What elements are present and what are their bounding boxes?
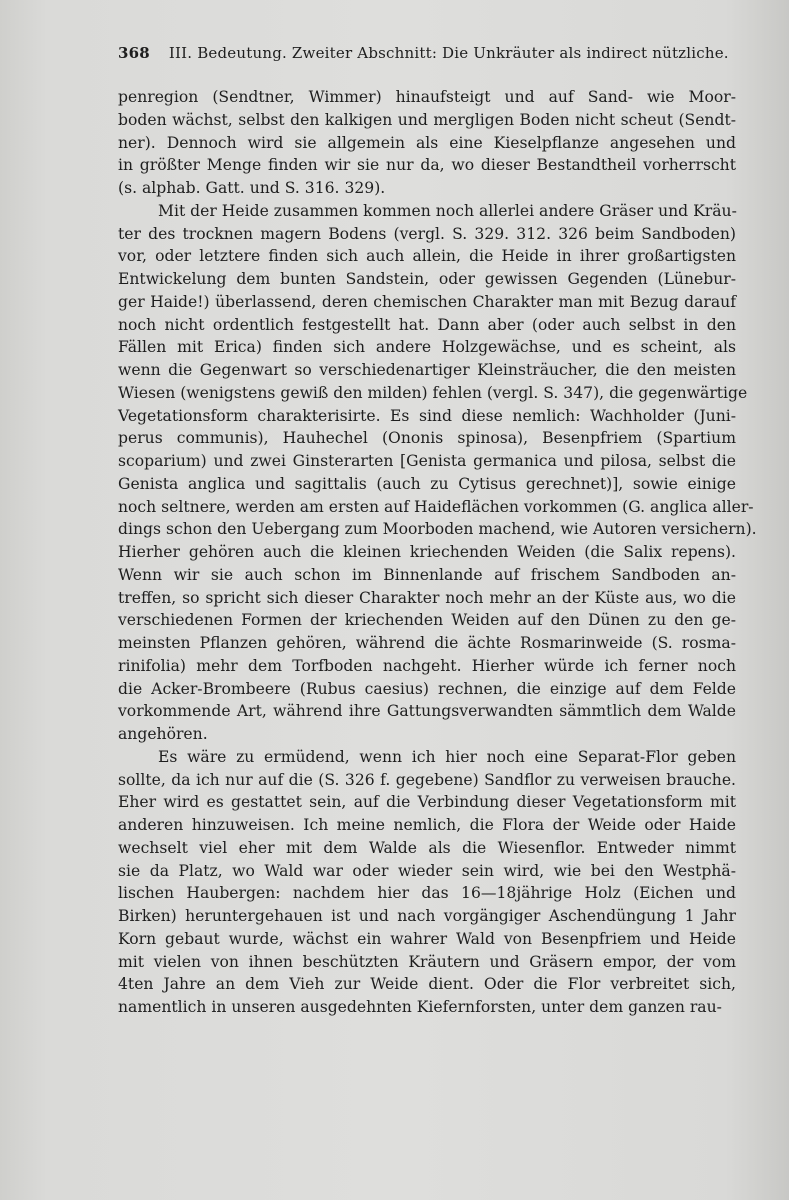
text-line: Eher wird es gestattet sein, auf die Verbindung dieser Vegetationsform mit bbox=[118, 793, 736, 812]
text-line: boden wächst, selbst den kalkigen und mergligen Boden nicht scheut (Sendt- bbox=[118, 110, 736, 129]
text-line: Vegetationsform charakterisirte. Es sind diese nemlich: Wachholder (Juni- bbox=[118, 406, 736, 425]
text-line: Wenn wir sie auch schon im Binnenlande auf frischem Sandboden an- bbox=[118, 565, 736, 584]
body-text bbox=[118, 86, 757, 1019]
text-line: angehören. bbox=[118, 725, 208, 743]
text-line: in größter Menge finden wir sie nur da, wo dieser Bestandtheil vorherrscht bbox=[118, 156, 736, 175]
text-line: meinsten Pflanzen gehören, während die ächte Rosmarinweide (S. rosma- bbox=[118, 634, 736, 652]
text-line: Es wäre zu ermüdend, wenn ich hier noch eine Separat-Flor geben bbox=[158, 747, 736, 766]
text-line: Korn gebaut wurde, wächst ein wahrer Wald von Besenpfriem und Heide bbox=[118, 929, 736, 948]
text-line: (s. alphab. Gatt. und S. 316. 329). bbox=[118, 179, 386, 197]
text-line: ter des trocknen magern Bodens (vergl. S. 329. 312. 326 beim Sandboden) bbox=[118, 224, 736, 243]
text-line: dings schon den Uebergang zum Moorboden machend, wie Autoren versichern). bbox=[118, 520, 757, 539]
text-line: ner). Dennoch wird sie allgemein als eine Kieselpflanze angesehen und bbox=[118, 133, 736, 152]
text-line: sie da Platz, wo Wald war oder wieder sein wird, wie bei den Westphä- bbox=[118, 861, 736, 880]
text-line: lischen Haubergen: nachdem hier das 16—18jährige Holz (Eichen und bbox=[118, 884, 736, 903]
text-line: ger Haide!) überlassend, deren chemischen Charakter man mit Bezug darauf bbox=[118, 292, 736, 311]
text-line: Birken) heruntergehauen ist und nach vorgängiger Aschendüngung 1 Jahr bbox=[118, 907, 736, 925]
text-line: Mit der Heide zusammen kommen noch allerlei andere Gräser und Kräu- bbox=[158, 201, 737, 220]
text-line: penregion (Sendtner, Wimmer) hinaufsteigt und auf Sand- wie Moor- bbox=[118, 88, 736, 106]
text-line: vor, oder letztere finden sich auch allein, die Heide in ihrer großartigsten bbox=[118, 247, 736, 266]
text-line: Fällen mit Erica) finden sich andere Holzgewächse, und es scheint, als bbox=[118, 338, 736, 357]
text-line: noch seltnere, werden am ersten auf Haideflächen vorkommen (G. anglica aller- bbox=[118, 497, 754, 516]
text-line: namentlich in unseren ausgedehnten Kiefernforsten, unter dem ganzen rau- bbox=[118, 998, 722, 1016]
text-line: scoparium) und zwei Ginsterarten [Genista germanica und pilosa, selbst die bbox=[118, 452, 736, 470]
text-line: noch nicht ordentlich festgestellt hat. Dann aber (oder auch selbst in den bbox=[118, 315, 736, 334]
text-line: wenn die Gegenwart so verschiedenartiger Kleinsträucher, die den meisten bbox=[118, 361, 736, 379]
text-line: Genista anglica und sagittalis (auch zu Cytisus gerechnet)], sowie einige bbox=[118, 474, 736, 493]
running-header bbox=[118, 44, 729, 62]
text-line: 4ten Jahre an dem Vieh zur Weide dient. Oder die Flor verbreitet sich, bbox=[118, 975, 736, 994]
text-line: rinifolia) mehr dem Torfboden nachgeht. Hierher würde ich ferner noch bbox=[118, 656, 736, 675]
text-line: Hierher gehören auch die kleinen kriechenden Weiden (die Salix repens). bbox=[118, 543, 736, 561]
page-number: 368 bbox=[118, 44, 150, 62]
text-line: anderen hinzuweisen. Ich meine nemlich, die Flora der Weide oder Haide bbox=[118, 816, 736, 834]
text-line: treffen, so spricht sich dieser Charakter noch mehr an der Küste aus, wo die bbox=[118, 588, 736, 607]
text-line: Entwickelung dem bunten Sandstein, oder gewissen Gegenden (Lünebur- bbox=[118, 270, 736, 288]
text-line: vorkommende Art, während ihre Gattungsverwandten sämmtlich dem Walde bbox=[118, 702, 736, 721]
text-line: die Acker-Brombeere (Rubus caesius) rechnen, die einzige auf dem Felde bbox=[118, 679, 736, 698]
text-line: sollte, da ich nur auf die (S. 326 f. gegebene) Sandflor zu verweisen brauche. bbox=[118, 770, 736, 789]
text-line: mit vielen von ihnen beschützten Kräutern und Gräsern empor, der vom bbox=[118, 952, 736, 971]
running-title: III. Bedeutung. Zweiter Abschnitt: Die Unkräuter als indirect nützliche. bbox=[168, 44, 729, 62]
text-line: perus communis), Hauhechel (Ononis spinosa), Besenpfriem (Spartium bbox=[118, 429, 736, 448]
text-line: verschiedenen Formen der kriechenden Weiden auf den Dünen zu den ge- bbox=[118, 611, 736, 630]
text-line: wechselt viel eher mit dem Walde als die Wiesenflor. Entweder nimmt bbox=[118, 838, 736, 857]
text-line: Wiesen (wenigstens gewiß den milden) fehlen (vergl. S. 347), die gegenwärtige bbox=[118, 383, 748, 402]
